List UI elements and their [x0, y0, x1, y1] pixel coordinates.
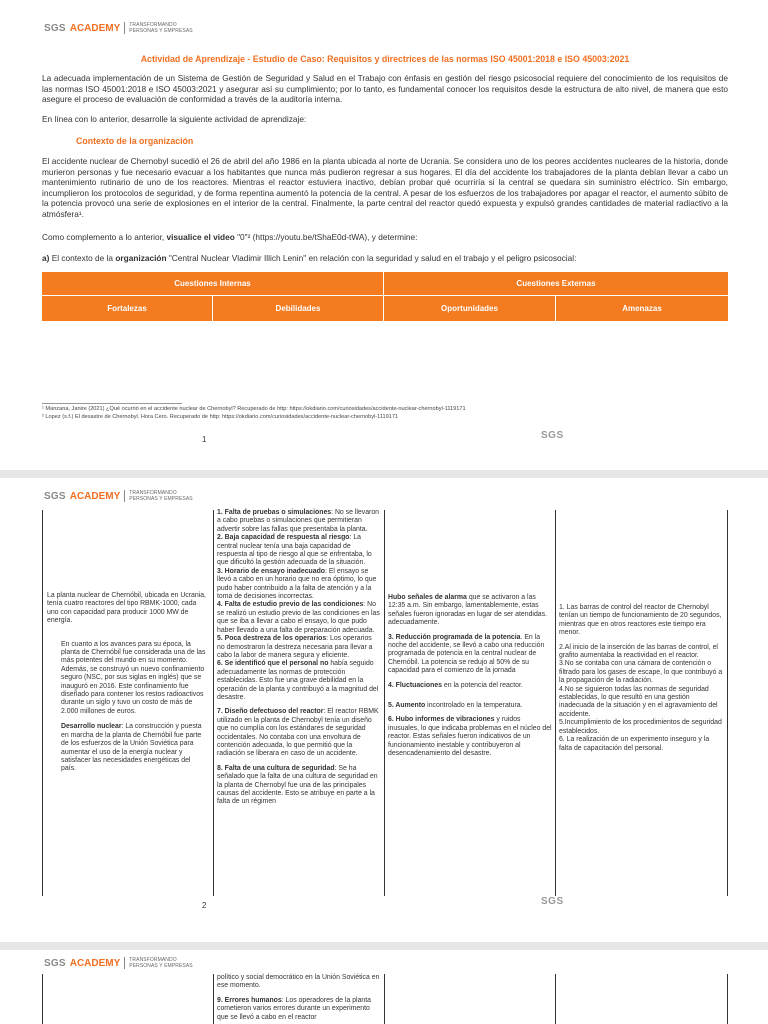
context-heading: Contexto de la organización: [76, 136, 194, 146]
th-fortalezas: Fortalezas: [42, 296, 213, 321]
footnote-1: ¹ Manzana, Janire (2021) ¿Qué ocurrió en el accidente nuclear de Chernobyl? Recuperado de http: https://okdiario.com/curiosidades/accidente-nuclear-chernobyl-1119171: [42, 406, 466, 412]
table-border: [555, 974, 556, 1024]
video-instruction: Como complemento a lo anterior, visualice el video "0"² (https://youtu.be/tShaE0d-tWA), y determine:: [42, 232, 418, 242]
table-border: [42, 510, 43, 896]
amenazas-cell: 1. Las barras de control del reactor de Chernobyl tenían un tiempo de funcionamiento de 20 segundos, mientras que en otros reactores este tiempo era menor. 2.Al inicio de la inserción de las barras de control, el grafito aumentaba la reactividad en el reactor. 3.No se contaba con una cámara de contención o filtrado para los gases de escape, lo que contribuyó a la propagación de la radiación. 4.No se siguieron todas las normas de seguridad establecidas, lo que resultó en una gestión inadecuada de la situación y en el agravamiento del accidente. 5.Incumplimiento de los procedimientos de seguridad establecidos. 6. La realización de un experimento inseguro y la falta de capacitación del personal.: [559, 604, 723, 752]
instruction-line: En línea con lo anterior, desarrolle la siguiente actividad de aprendizaje:: [42, 114, 307, 124]
page-3: [0, 950, 768, 1024]
swot-table-header: [42, 272, 728, 321]
page-2: [0, 478, 768, 942]
activity-title: Actividad de Aprendizaje - Estudio de Caso: Requisitos y directrices de las normas ISO 45001:2018 e ISO 45003:2021: [140, 54, 630, 64]
th-external: Cuestiones Externas: [516, 279, 596, 288]
page-number: 2: [202, 901, 207, 910]
table-border: [555, 510, 556, 896]
page-number: 1: [202, 435, 207, 444]
sgs-mark: SGS: [541, 896, 564, 907]
sgs-academy-logo: SGS ACADEMY TRANSFORMANDO PERSONAS Y EMPRESAS: [44, 490, 193, 502]
debilidades-cell-continued: político y social democrático en la Unión Soviética en ese momento. 9. Errores humanos: Los operadores de la planta cometieron varios errores durante un experimento que se llevó a cabo en el reactor: [217, 974, 380, 1021]
fortalezas-cell: La planta nuclear de Chernóbil, ubicada en Ucrania, tenía cuatro reactores del tipo RBMK-1000, cada uno con capacidad para producir 1000 MW de energía. En cuanto a los avances para su época, la planta de Chernóbil fue considerada una de las más potentes del mundo en su momento. Además, se construyó un nuevo confinamiento seguro (NSC, por sus siglas en inglés) que se inauguró en 2016. Este confinamiento fue diseñado para contener los restos radioactivos durante un siglo y tuvo un costo de más de 2.000 millones de euros. Desarrollo nuclear: La construcción y puesta en marcha de la planta de Chernóbil fue parte de los esfuerzos de la Unión Soviética para aumentar el uso de la energía nuclear y satisfacer las necesidades energéticas del país.: [47, 592, 206, 773]
table-border: [42, 974, 43, 1024]
footnote-divider: [42, 403, 182, 404]
th-amenazas: Amenazas: [622, 304, 662, 313]
sgs-academy-logo: SGS ACADEMY TRANSFORMANDO PERSONAS Y EMPRESAS: [44, 957, 193, 969]
table-border: [384, 510, 385, 896]
table-border: [384, 974, 385, 1024]
sgs-academy-logo: SGS ACADEMY TRANSFORMANDO PERSONAS Y EMPRESAS: [44, 22, 193, 34]
table-border: [727, 510, 728, 896]
item-a: a) El contexto de la organización "Central Nuclear Vladimir Illich Lenin" en relación con la seguridad y salud en el trabajo y el peligro psicosocial:: [42, 253, 577, 263]
th-internal: Cuestiones Internas: [42, 272, 384, 295]
footnote-2: ² Lopez (s.f.) El desastre de Chernobyl. Hora Cero. Recuperado de http: https://okdiario.com/curiosidades/accidente-nuclear-chernobyl-1119171: [42, 414, 399, 420]
table-border: [727, 974, 728, 1024]
intro-paragraph: La adecuada implementación de un Sistema de Gestión de Seguridad y Salud en el Trabajo con énfasis en gestión del riesgo psicosocial requiere del conocimiento de los requisitos de las normas ISO 45001:2018 e ISO 45003:2021 y asegurar así su cumplimiento; por lo tanto, es fundamental conocer los requisitos desde la estructura de alto nivel, de manera que esto asegure el proceso de evaluación de conformidad a través de la auditoría interna.: [42, 73, 728, 105]
oportunidades-cell: Hubo señales de alarma que se activaron a las 12:35 a.m. Sin embargo, lamentablemente, estas señales fueron ignoradas en lugar de ser atendidas. adecuadamente. 3. Reducción programada de la potencia. En la noche del accidente, se llevó a cabo una reducción programada de potencia en la central nuclear de Chernóbil. La potencia se redujo al 50% de su capacidad para el comienzo de la jornada 4. Fluctuaciones en la potencia del reactor. 5. Aumento incontrolado en la temperatura. 6. Hubo informes de vibraciones y ruidos inusuales, lo que indicaba problemas en el núcleo del reactor. Estas señales fueron indicativos de un funcionamiento inestable y contribuyeron al desencadenamiento del desastre.: [388, 594, 552, 758]
debilidades-cell: 1. Falta de pruebas o simulaciones: No se llevaron a cabo pruebas o simulaciones que permitieran advertir sobre las fallas que presentaba la planta. 2. Baja capacidad de respuesta al riesgo: La central nuclear tenía una baja capacidad de respuesta al tipo de riesgo al que se enfrentaba, lo que dificultó la gestión adecuada de la situación. 3. Horario de ensayo inadecuado: El ensayo se llevó a cabo en un horario que no era óptimo, lo que pudo haber contribuido a la falta de atención y a la toma de decisiones incorrectas. 4. Falta de estudio previo de las condiciones: No se realizó un estudio previo de las condiciones en las que se iba a llevar a cabo el ensayo, lo que pudo haber llevado a una falta de preparación adecuada. 5. Poca destreza de los operarios: Los operarios no demostraron la destreza necesaria para llevar a cabo la labor de manera segura y eficiente. 6. Se identificó que el personal no había seguido adecuadamente las normas de protección establecidas. Esto fue una grave debilidad en la operación de la planta y contribuyó a la magnitud del desastre. 7. Diseño defectuoso del reactor: El reactor RBMK utilizado en la planta de Chernobyl tenía un diseño que no cumplía con los estándares de seguridad occidentales. No contaba con una envoltura de contención adecuada, lo que permitió que la radiación se liberara en caso de un accidente. 8. Falta de una cultura de seguridad: Se ha señalado que la falta de una cultura de seguridad en la planta de Chernobyl fue una de las principales causas del accidente. Esto se atribuye en parte a la falta de un régimen: [217, 509, 380, 806]
sgs-mark: SGS: [541, 430, 564, 441]
th-oportunidades: Oportunidades: [384, 296, 556, 321]
page-1: [0, 0, 768, 470]
context-paragraph: El accidente nuclear de Chernobyl sucedió el 26 de abril del año 1986 en la planta ubicada al norte de Ucrania. Se considera uno de los peores accidentes nucleares de la historia, donde murieron personas y fue necesario evacuar a los habitantes que nunca más pudieron regresar a sus hogares. El día del accidente los trabajadores de la planta debían llevar a cabo un mantenimiento rutinario de uno de los reactores. Mientras el reactor estuviera inactivo, debían probar qué ocurriría si la central se quedara sin suministro eléctrico. Sin embargo, incumplieron los protocolos de seguridad, y de forma repentina aumentó la potencia de la central. A pesar de los esfuerzos de los trabajadores por apagar el reactor, el aumento súbito de la potencia provocó una serie de explosiones en el interior de la central. Finalmente, la parte central del reactor quedó expuesta y expulsó grandes cantidades de material radiactivo a la atmósfera¹.: [42, 156, 728, 219]
table-border: [213, 974, 214, 1024]
table-border: [213, 510, 214, 896]
th-debilidades: Debilidades: [213, 296, 384, 321]
